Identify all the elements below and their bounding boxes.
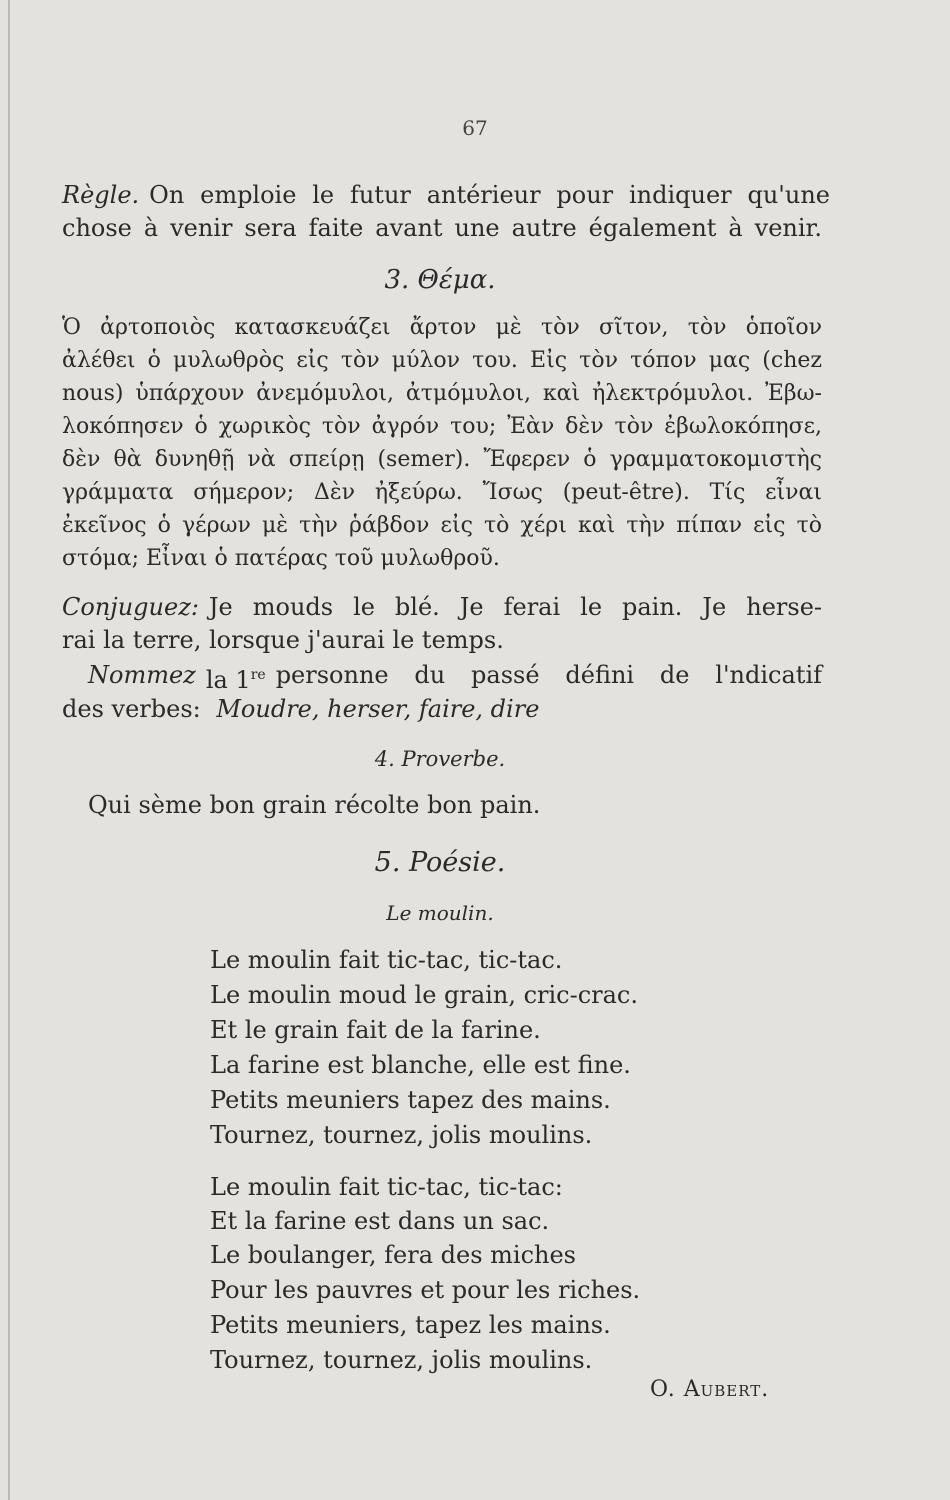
theme-line-2: ἀλέθει ὁ μυλωθρὸς εἰς τὸν μύλον του. Εἰς τὸν τόπον μας (chez — [62, 348, 822, 373]
poem-verse: Tournez, tournez, jolis moulins. — [210, 1346, 593, 1374]
nommez-text-1a: la 1re — [205, 666, 266, 694]
theme-line-8: στόμα; Εἶναι ὁ πατέρας τοῦ μυλωθροῦ. — [62, 546, 500, 571]
nommez-line-2 — [62, 694, 539, 724]
regle-text-1: On emploie le futur antérieur pour indiquer qu'une — [149, 181, 830, 209]
nommez-text-1b: personne du passé défini de l'ndicatif — [275, 661, 822, 689]
theme-line-6: γράμματα σήμερον; Δὲν ἠξεύρω. Ἴσως (peut-être). Τίς εἶναι — [62, 480, 822, 505]
nommez-line-1 — [88, 660, 822, 695]
poem-verse: Le moulin fait tic-tac, tic-tac: — [210, 1173, 563, 1201]
regle-text-2: chose à venir sera faite avant une autre également à venir. — [62, 214, 822, 242]
theme-line-5: δὲν θὰ δυνηθῇ νὰ σπείρῃ (semer). Ἔφερεν ὁ γραμματοκομιστὴς — [62, 447, 822, 472]
superscript-re: re — [250, 667, 266, 683]
page-number: 67 — [462, 116, 488, 140]
conjuguez-text-1: Je mouds le blé. Je ferai le pain. Je herse- — [208, 593, 822, 621]
poem-verse: Tournez, tournez, jolis moulins. — [210, 1121, 593, 1149]
poem-verse: Petits meuniers, tapez les mains. — [210, 1311, 611, 1339]
poesie-heading: 5. Poésie. — [374, 847, 506, 878]
poem-verse: Pour les pauvres et pour les riches. — [210, 1276, 641, 1304]
poem-verse: Et le grain fait de la farine. — [210, 1016, 541, 1044]
theme-line-1: Ὁ ἀρτοποιὸς κατασκευάζει ἄρτον μὲ τὸν σῖτον, τὸν ὁποῖον — [62, 315, 822, 340]
nommez-text-2a: des verbes: — [62, 695, 201, 723]
proverbe-text: Qui sème bon grain récolte bon pain. — [88, 791, 541, 819]
nommez-label: Nommez — [88, 661, 196, 689]
conjuguez-label: Conjuguez: — [62, 593, 199, 621]
theme-line-4: λοκόπησεν ὁ χωρικὸς τὸν ἀγρόν του; Ἐὰν δὲν τὸν ἐβωλοκόπησε, — [62, 414, 822, 439]
poem-title: Le moulin. — [386, 901, 494, 925]
conjuguez-line-1 — [62, 592, 822, 622]
regle-label: Règle. — [62, 181, 140, 209]
poem-verse: Le moulin fait tic-tac, tic-tac. — [210, 946, 563, 974]
poem-verse: Et la farine est dans un sac. — [210, 1207, 550, 1235]
theme-line-3: nous) ὑπάρχουν ἀνεμόμυλοι, ἀτμόμυλοι, καὶ ἠλεκτρόμυλοι. Ἐβω- — [62, 381, 822, 406]
theme-line-7: ἐκεῖνος ὁ γέρων μὲ τὴν ῥάβδον εἰς τὸ χέρι καὶ τὴν πίπαν εἰς τὸ — [62, 513, 822, 538]
poem-verse: Petits meuniers tapez des mains. — [210, 1086, 611, 1114]
proverbe-heading: 4. Proverbe. — [374, 747, 506, 771]
conjuguez-text-2: rai la terre, lorsque j'aurai le temps. — [62, 626, 504, 654]
poem-author: O. Aubert. — [650, 1377, 770, 1402]
poem-verse: Le moulin moud le grain, cric-crac. — [210, 981, 639, 1009]
nommez-verbs: Moudre, herser, faire, dire — [216, 695, 540, 723]
poem-verse: Le boulanger, fera des miches — [210, 1241, 576, 1269]
poem-verse: La farine est blanche, elle est fine. — [210, 1051, 631, 1079]
regle-line-1 — [62, 180, 830, 210]
theme-heading: 3. Θέμα. — [384, 265, 496, 295]
